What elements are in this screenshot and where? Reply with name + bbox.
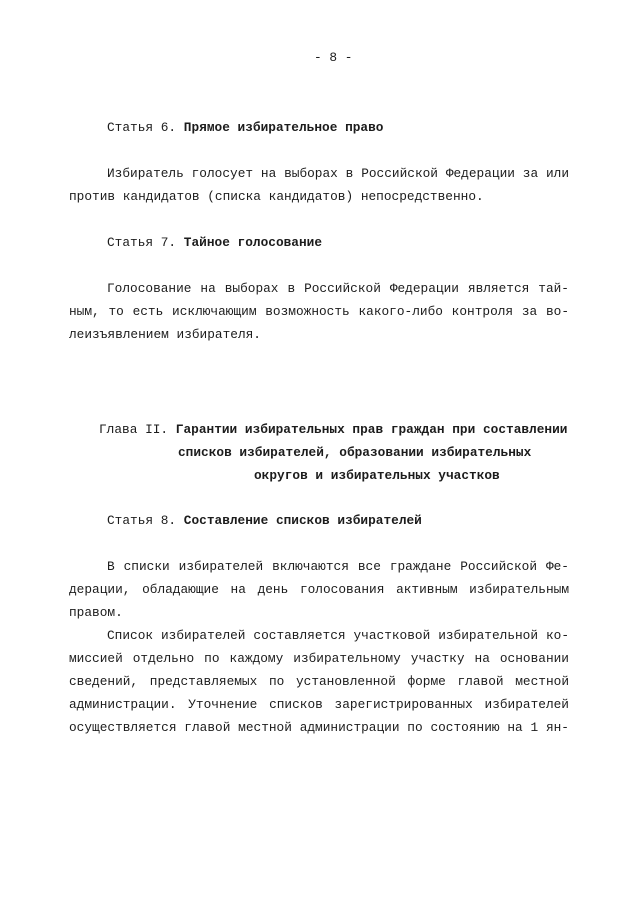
article-8-paragraph-1-line: правом. xyxy=(69,605,123,620)
article-8-paragraph-2-line: миссией отдельно по каждому избирательному участку на основании xyxy=(69,651,569,666)
chapter-2-title-line: списков избирателей, образовании избирательных xyxy=(178,445,532,460)
chapter-2-title-line: Гарантии избирательных прав граждан при составлении xyxy=(175,422,568,437)
article-8-paragraph-2-line: Список избирателей составляется участковой избирательной ко- xyxy=(107,628,569,643)
article-8-paragraph-2-line: администрации. Уточнение списков зарегистрированных избирателей xyxy=(69,697,569,712)
article-8-paragraph-1-line: В списки избирателей включаются все граждане Российской Фе- xyxy=(107,559,569,574)
article-8-paragraph-2-line: сведений, представляемых по установленной форме главой местной xyxy=(69,674,569,689)
chapter-2-heading xyxy=(99,422,567,438)
article-6-text-line: против кандидатов (списка кандидатов) непосредственно. xyxy=(69,189,484,204)
article-7-text-line: леизъявлением избирателя. xyxy=(69,327,261,342)
article-8-heading xyxy=(107,513,422,529)
article-7-label: Статья 7. xyxy=(107,235,177,250)
article-6-text-line: Избиратель голосует на выборах в Российской Федерации за или xyxy=(107,166,569,181)
article-7-text-line: ным, то есть исключающим возможность какого-либо контроля за во- xyxy=(69,304,569,319)
article-6-label: Статья 6. xyxy=(107,120,177,135)
article-8-paragraph-2-line: осуществляется главой местной администрации по состоянию на 1 ян- xyxy=(69,720,569,735)
article-6-heading xyxy=(107,120,383,136)
article-7-text-line: Голосование на выборах в Российской Федерации является тай- xyxy=(107,281,569,296)
article-8-paragraph-1-line: дерации, обладающие на день голосования активным избирательным xyxy=(69,582,569,597)
article-7-heading xyxy=(107,235,322,251)
chapter-2-label: Глава II. xyxy=(99,422,169,437)
article-8-title: Составление списков избирателей xyxy=(183,513,422,528)
article-7-title: Тайное голосование xyxy=(183,235,323,250)
article-8-label: Статья 8. xyxy=(107,513,177,528)
page-number: - 8 - xyxy=(314,50,353,65)
chapter-2-title-line: округов и избирательных участков xyxy=(254,468,500,483)
article-6-title: Прямое избирательное право xyxy=(183,120,384,135)
